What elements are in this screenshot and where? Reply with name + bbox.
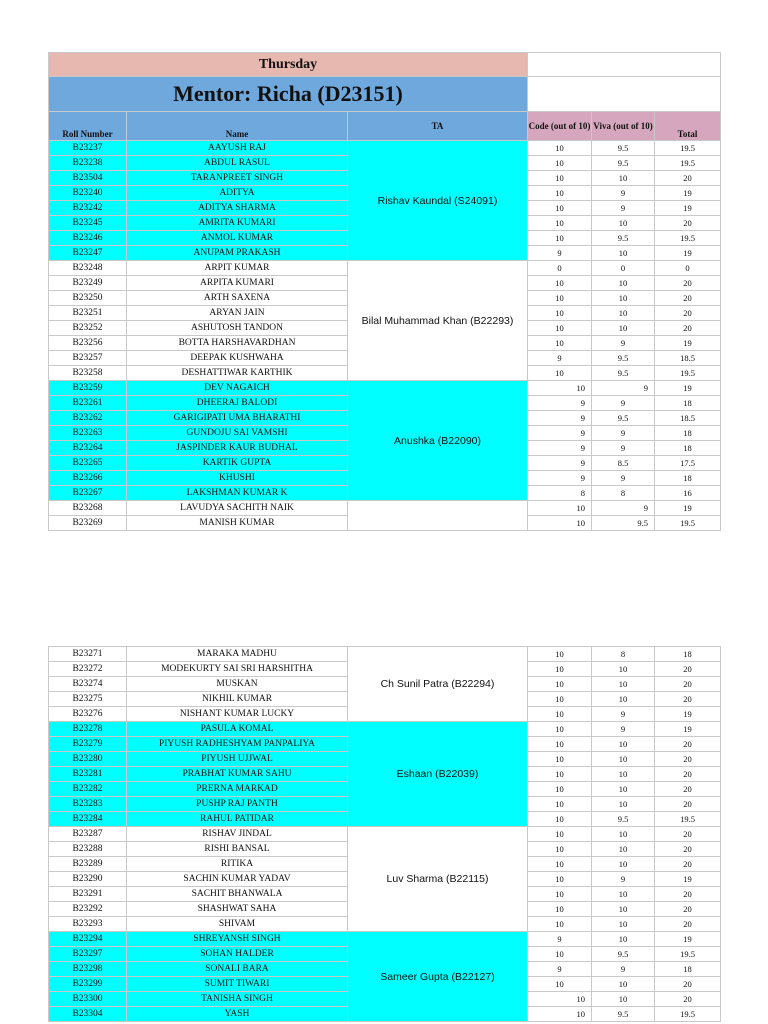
name-cell: SACHIN KUMAR YADAV [127, 872, 348, 887]
name-cell: ANMOL KUMAR [127, 231, 348, 246]
total-score-cell: 0 [655, 261, 721, 276]
mentor-title: Mentor: Richa (D23151) [49, 77, 528, 112]
total-score-cell: 20 [655, 977, 721, 992]
name-cell: ARYAN JAIN [127, 306, 348, 321]
viva-score-cell: 9.5 [592, 411, 655, 426]
code-score-cell: 10 [528, 872, 592, 887]
viva-score-cell: 10 [592, 306, 655, 321]
viva-score-cell: 9.5 [592, 351, 655, 366]
viva-score-cell: 9 [592, 441, 655, 456]
grade-sheet-bottom [48, 646, 720, 1022]
name-cell: GARIGIPATI UMA BHARATHI [127, 411, 348, 426]
total-header: Total [655, 112, 721, 141]
roll-number-cell: B23280 [49, 752, 127, 767]
roll-number-cell: B23289 [49, 857, 127, 872]
ta-cell: Anushka (B22090) [348, 381, 528, 501]
name-cell: NIKHIL KUMAR [127, 692, 348, 707]
roll-number-cell: B23274 [49, 677, 127, 692]
roll-number-cell: B23247 [49, 246, 127, 261]
total-score-cell: 20 [655, 662, 721, 677]
code-score-cell: 10 [528, 647, 592, 662]
code-score-cell: 10 [528, 782, 592, 797]
viva-score-cell: 10 [592, 857, 655, 872]
roll-number-cell: B23298 [49, 962, 127, 977]
name-cell: ADITYA SHARMA [127, 201, 348, 216]
code-score-cell: 9 [528, 441, 592, 456]
table-row [49, 932, 721, 947]
code-score-cell: 8 [528, 486, 592, 501]
code-score-cell: 9 [528, 396, 592, 411]
code-score-cell: 10 [528, 902, 592, 917]
roll-number-cell: B23238 [49, 156, 127, 171]
code-score-cell: 10 [528, 722, 592, 737]
total-score-cell: 19.5 [655, 141, 721, 156]
roll-number-cell: B23291 [49, 887, 127, 902]
table-row [49, 647, 721, 662]
roll-number-cell: B23248 [49, 261, 127, 276]
code-score-cell: 10 [528, 186, 592, 201]
viva-score-cell: 10 [592, 932, 655, 947]
viva-score-cell: 8 [592, 647, 655, 662]
code-score-cell: 9 [528, 456, 592, 471]
code-score-cell: 10 [528, 201, 592, 216]
code-score-cell: 10 [528, 812, 592, 827]
name-cell: BOTTA HARSHAVARDHAN [127, 336, 348, 351]
name-cell: GUNDOJU SAI VAMSHI [127, 426, 348, 441]
code-score-cell: 9 [528, 411, 592, 426]
ta-cell: Bilal Muhammad Khan (B22293) [348, 261, 528, 381]
name-cell: MODEKURTY SAI SRI HARSHITHA [127, 662, 348, 677]
code-score-cell: 9 [528, 932, 592, 947]
code-score-cell: 10 [528, 887, 592, 902]
roll-number-cell: B23264 [49, 441, 127, 456]
total-score-cell: 19 [655, 872, 721, 887]
viva-score-cell: 9 [592, 471, 655, 486]
ta-cell: Rishav Kaundal (S24091) [348, 141, 528, 261]
code-score-cell: 10 [528, 842, 592, 857]
viva-score-cell: 9 [592, 426, 655, 441]
code-score-cell: 9 [528, 426, 592, 441]
viva-score-cell: 9.5 [592, 231, 655, 246]
grade-sheet-top [48, 52, 720, 531]
name-cell: RITIKA [127, 857, 348, 872]
viva-score-cell: 10 [592, 917, 655, 932]
name-cell: DHEERAJ BALODI [127, 396, 348, 411]
name-cell: SHIVAM [127, 917, 348, 932]
total-score-cell: 20 [655, 797, 721, 812]
name-cell: ARTH SAXENA [127, 291, 348, 306]
roll-number-cell: B23251 [49, 306, 127, 321]
total-score-cell: 19.5 [655, 366, 721, 381]
code-score-cell: 10 [528, 291, 592, 306]
total-score-cell: 17.5 [655, 456, 721, 471]
name-cell: TANISHA SINGH [127, 992, 348, 1007]
code-score-cell: 10 [528, 366, 592, 381]
total-score-cell: 18 [655, 441, 721, 456]
code-score-cell: 10 [528, 917, 592, 932]
table-row [49, 141, 721, 156]
total-score-cell: 19.5 [655, 516, 721, 531]
roll-number-cell: B23271 [49, 647, 127, 662]
roll-number-cell: B23278 [49, 722, 127, 737]
roll-number-cell: B23282 [49, 782, 127, 797]
total-score-cell: 19 [655, 707, 721, 722]
total-score-cell: 20 [655, 692, 721, 707]
roll-number-cell: B23287 [49, 827, 127, 842]
ta-cell: Sameer Gupta (B22127) [348, 932, 528, 1022]
name-cell: PRERNA MARKAD [127, 782, 348, 797]
total-score-cell: 18.5 [655, 351, 721, 366]
total-score-cell: 20 [655, 782, 721, 797]
code-score-cell: 10 [528, 231, 592, 246]
roll-number-cell: B23257 [49, 351, 127, 366]
code-score-cell: 10 [528, 992, 592, 1007]
roll-number-cell: B23258 [49, 366, 127, 381]
viva-score-cell: 10 [592, 992, 655, 1007]
code-score-cell: 10 [528, 797, 592, 812]
code-score-cell: 10 [528, 977, 592, 992]
roll-number-cell: B23304 [49, 1007, 127, 1022]
code-score-cell: 10 [528, 336, 592, 351]
name-cell: DESHATTIWAR KARTHIK [127, 366, 348, 381]
total-score-cell: 20 [655, 827, 721, 842]
name-cell: AAYUSH RAJ [127, 141, 348, 156]
table-row [49, 261, 721, 276]
roll-number-cell: B23299 [49, 977, 127, 992]
code-score-cell: 10 [528, 381, 592, 396]
total-score-cell: 19.5 [655, 1007, 721, 1022]
ta-cell: Ch Sunil Patra (B22294) [348, 647, 528, 722]
name-cell: SUMIT TIWARI [127, 977, 348, 992]
name-cell: ADITYA [127, 186, 348, 201]
code-score-cell: 10 [528, 516, 592, 531]
code-score-cell: 10 [528, 276, 592, 291]
viva-score-cell: 10 [592, 276, 655, 291]
viva-score-cell: 10 [592, 291, 655, 306]
table-row [49, 381, 721, 396]
viva-score-cell: 9.5 [592, 516, 655, 531]
total-score-cell: 19 [655, 381, 721, 396]
name-cell: PUSHP RAJ PANTH [127, 797, 348, 812]
viva-score-cell: 9 [592, 501, 655, 516]
viva-score-cell: 10 [592, 662, 655, 677]
roll-number-cell: B23269 [49, 516, 127, 531]
code-score-cell: 10 [528, 947, 592, 962]
roll-number-cell: B23293 [49, 917, 127, 932]
total-score-cell: 19.5 [655, 947, 721, 962]
total-score-cell: 19 [655, 186, 721, 201]
roll-number-cell: B23504 [49, 171, 127, 186]
total-score-cell: 20 [655, 992, 721, 1007]
viva-score-cell: 8 [592, 486, 655, 501]
name-cell: ARPIT KUMAR [127, 261, 348, 276]
code-score-cell: 9 [528, 471, 592, 486]
viva-score-cell: 9.5 [592, 156, 655, 171]
code-score-cell: 10 [528, 662, 592, 677]
name-cell: KHUSHI [127, 471, 348, 486]
viva-score-cell: 10 [592, 692, 655, 707]
viva-score-cell: 9 [592, 186, 655, 201]
total-score-cell: 20 [655, 291, 721, 306]
viva-score-cell: 10 [592, 767, 655, 782]
name-cell: KARTIK GUPTA [127, 456, 348, 471]
code-score-cell: 10 [528, 321, 592, 336]
roll-number-cell: B23261 [49, 396, 127, 411]
name-cell: NISHANT KUMAR LUCKY [127, 707, 348, 722]
viva-score-cell: 9.5 [592, 812, 655, 827]
total-score-cell: 18 [655, 647, 721, 662]
total-score-cell: 20 [655, 321, 721, 336]
total-score-cell: 18 [655, 396, 721, 411]
total-score-cell: 19 [655, 201, 721, 216]
table-row [49, 501, 721, 516]
roll-number-cell: B23263 [49, 426, 127, 441]
roll-number-cell: B23284 [49, 812, 127, 827]
viva-score-cell: 10 [592, 797, 655, 812]
viva-score-cell: 9.5 [592, 141, 655, 156]
roll-number-cell: B23272 [49, 662, 127, 677]
name-cell: ABDUL RASUL [127, 156, 348, 171]
name-cell: AMRITA KUMARI [127, 216, 348, 231]
name-cell: RISHAV JINDAL [127, 827, 348, 842]
viva-score-cell: 9 [592, 707, 655, 722]
roll-number-cell: B23265 [49, 456, 127, 471]
name-cell: ARPITA KUMARI [127, 276, 348, 291]
viva-score-cell: 10 [592, 321, 655, 336]
total-score-cell: 20 [655, 677, 721, 692]
total-score-cell: 19 [655, 246, 721, 261]
viva-score-cell: 10 [592, 887, 655, 902]
total-score-cell: 20 [655, 737, 721, 752]
viva-score-cell: 9 [592, 872, 655, 887]
name-cell: MARAKA MADHU [127, 647, 348, 662]
total-score-cell: 19.5 [655, 231, 721, 246]
roll-number-header: Roll Number [49, 112, 127, 141]
name-cell: RISHI BANSAL [127, 842, 348, 857]
roll-number-cell: B23240 [49, 186, 127, 201]
name-cell: LAKSHMAN KUMAR K [127, 486, 348, 501]
name-cell: YASH [127, 1007, 348, 1022]
code-score-cell: 10 [528, 171, 592, 186]
name-cell: PIYUSH RADHESHYAM PANPALIYA [127, 737, 348, 752]
viva-score-cell: 10 [592, 171, 655, 186]
roll-number-cell: B23267 [49, 486, 127, 501]
blank-cell [528, 77, 721, 112]
roll-number-cell: B23288 [49, 842, 127, 857]
code-score-cell: 10 [528, 857, 592, 872]
viva-score-cell: 9 [592, 381, 655, 396]
grade-table-top [48, 52, 721, 531]
code-score-cell: 10 [528, 827, 592, 842]
code-score-cell: 9 [528, 962, 592, 977]
name-cell: ANUPAM PRAKASH [127, 246, 348, 261]
roll-number-cell: B23245 [49, 216, 127, 231]
viva-score-cell: 0 [592, 261, 655, 276]
code-score-cell: 10 [528, 1007, 592, 1022]
roll-number-cell: B23292 [49, 902, 127, 917]
table-row [49, 827, 721, 842]
total-score-cell: 20 [655, 752, 721, 767]
code-score-cell: 10 [528, 677, 592, 692]
day-title: Thursday [49, 53, 528, 77]
viva-score-cell: 9 [592, 201, 655, 216]
roll-number-cell: B23297 [49, 947, 127, 962]
roll-number-cell: B23294 [49, 932, 127, 947]
roll-number-cell: B23279 [49, 737, 127, 752]
roll-number-cell: B23246 [49, 231, 127, 246]
roll-number-cell: B23249 [49, 276, 127, 291]
name-cell: SACHIT BHANWALA [127, 887, 348, 902]
viva-score-cell: 10 [592, 842, 655, 857]
total-score-cell: 20 [655, 767, 721, 782]
total-score-cell: 18 [655, 471, 721, 486]
name-cell: JASPINDER KAUR BUDHAL [127, 441, 348, 456]
roll-number-cell: B23262 [49, 411, 127, 426]
grade-table-bottom [48, 646, 721, 1022]
viva-score-cell: 10 [592, 677, 655, 692]
total-score-cell: 19 [655, 722, 721, 737]
viva-score-cell: 10 [592, 752, 655, 767]
roll-number-cell: B23250 [49, 291, 127, 306]
name-cell: LAVUDYA SACHITH NAIK [127, 501, 348, 516]
roll-number-cell: B23259 [49, 381, 127, 396]
total-score-cell: 20 [655, 171, 721, 186]
viva-score-cell: 10 [592, 216, 655, 231]
name-cell: MANISH KUMAR [127, 516, 348, 531]
name-cell: DEEPAK KUSHWAHA [127, 351, 348, 366]
viva-score-cell: 9.5 [592, 947, 655, 962]
name-cell: SOHAN HALDER [127, 947, 348, 962]
code-score-cell: 10 [528, 156, 592, 171]
name-cell: ASHUTOSH TANDON [127, 321, 348, 336]
roll-number-cell: B23242 [49, 201, 127, 216]
viva-score-cell: 10 [592, 902, 655, 917]
name-cell: PASULA KOMAL [127, 722, 348, 737]
code-score-cell: 10 [528, 752, 592, 767]
total-score-cell: 19.5 [655, 812, 721, 827]
viva-score-cell: 10 [592, 246, 655, 261]
viva-score-cell: 9.5 [592, 1007, 655, 1022]
total-score-cell: 20 [655, 902, 721, 917]
total-score-cell: 18 [655, 426, 721, 441]
name-cell: TARANPREET SINGH [127, 171, 348, 186]
total-score-cell: 19 [655, 336, 721, 351]
viva-score-cell: 9 [592, 722, 655, 737]
roll-number-cell: B23276 [49, 707, 127, 722]
name-cell: RAHUL PATIDAR [127, 812, 348, 827]
name-cell: DEV NAGAICH [127, 381, 348, 396]
total-score-cell: 20 [655, 887, 721, 902]
code-score-cell: 10 [528, 692, 592, 707]
roll-number-cell: B23266 [49, 471, 127, 486]
viva-score-cell: 9 [592, 336, 655, 351]
viva-score-cell: 10 [592, 737, 655, 752]
total-score-cell: 20 [655, 842, 721, 857]
code-score-cell: 10 [528, 216, 592, 231]
ta-cell: Luv Sharma (B22115) [348, 827, 528, 932]
total-score-cell: 19.5 [655, 156, 721, 171]
code-score-cell: 10 [528, 501, 592, 516]
viva-score-cell: 9 [592, 962, 655, 977]
code-score-cell: 9 [528, 246, 592, 261]
name-cell: SONALI BARA [127, 962, 348, 977]
code-score-cell: 10 [528, 707, 592, 722]
viva-header: Viva (out of 10) [592, 112, 655, 141]
ta-header: TA [348, 112, 528, 141]
total-score-cell: 18.5 [655, 411, 721, 426]
code-score-cell: 0 [528, 261, 592, 276]
roll-number-cell: B23275 [49, 692, 127, 707]
viva-score-cell: 8.5 [592, 456, 655, 471]
name-cell: PRABHAT KUMAR SAHU [127, 767, 348, 782]
blank-cell [528, 53, 721, 77]
code-score-cell: 10 [528, 306, 592, 321]
ta-cell [348, 501, 528, 531]
total-score-cell: 19 [655, 932, 721, 947]
ta-cell: Eshaan (B22039) [348, 722, 528, 827]
total-score-cell: 20 [655, 917, 721, 932]
viva-score-cell: 9.5 [592, 366, 655, 381]
name-cell: SHASHWAT SAHA [127, 902, 348, 917]
roll-number-cell: B23283 [49, 797, 127, 812]
viva-score-cell: 10 [592, 827, 655, 842]
code-header: Code (out of 10) [528, 112, 592, 141]
code-score-cell: 10 [528, 767, 592, 782]
viva-score-cell: 10 [592, 782, 655, 797]
total-score-cell: 20 [655, 857, 721, 872]
total-score-cell: 18 [655, 962, 721, 977]
code-score-cell: 10 [528, 737, 592, 752]
total-score-cell: 20 [655, 276, 721, 291]
viva-score-cell: 9 [592, 396, 655, 411]
total-score-cell: 20 [655, 306, 721, 321]
roll-number-cell: B23300 [49, 992, 127, 1007]
code-score-cell: 10 [528, 141, 592, 156]
name-cell: SHREYANSH SINGH [127, 932, 348, 947]
roll-number-cell: B23237 [49, 141, 127, 156]
roll-number-cell: B23281 [49, 767, 127, 782]
name-cell: MUSKAN [127, 677, 348, 692]
roll-number-cell: B23256 [49, 336, 127, 351]
table-row [49, 722, 721, 737]
total-score-cell: 20 [655, 216, 721, 231]
viva-score-cell: 10 [592, 977, 655, 992]
total-score-cell: 19 [655, 501, 721, 516]
total-score-cell: 16 [655, 486, 721, 501]
code-score-cell: 9 [528, 351, 592, 366]
roll-number-cell: B23290 [49, 872, 127, 887]
name-cell: PIYUSH UJJWAL [127, 752, 348, 767]
roll-number-cell: B23252 [49, 321, 127, 336]
roll-number-cell: B23268 [49, 501, 127, 516]
name-header: Name [127, 112, 348, 141]
